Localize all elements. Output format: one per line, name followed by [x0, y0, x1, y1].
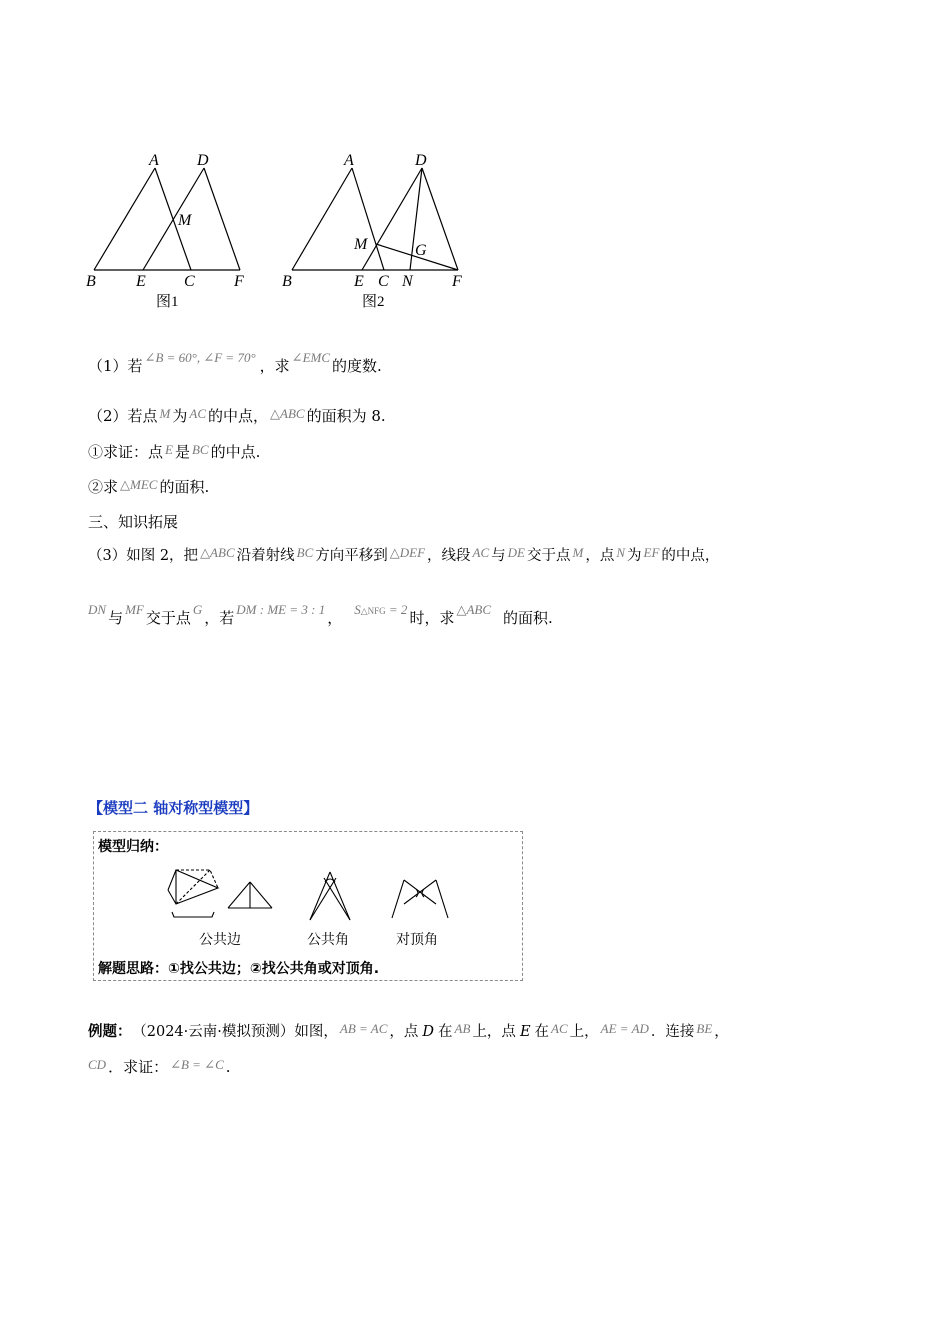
segment-de	[143, 168, 204, 270]
box-heading: 模型归纳：	[98, 839, 168, 855]
figure-1-caption: 图1	[156, 294, 179, 310]
label-n: N	[402, 273, 413, 290]
label-a: A	[344, 152, 354, 169]
example-label: 例题：	[88, 1024, 132, 1040]
segment-df	[422, 168, 458, 270]
section-3-heading: 三、知识拓展	[88, 513, 179, 531]
shared-side-diagram	[168, 870, 272, 917]
question-1: （1）若 ∠B = 60°, ∠F = 70° ，求 ∠EMC 的度数.	[88, 350, 382, 375]
label-c: C	[378, 273, 389, 290]
question-3-line-2: DN 与 MF 交于点 G ，若 DM : ME = 3 : 1 ， S△NFG = 2 时，求 △ABC 的面积.	[88, 602, 553, 627]
label-shared-side: 公共边	[199, 933, 241, 948]
figure-2	[278, 148, 473, 313]
label-e: E	[136, 273, 146, 290]
figure-2-caption: 图2	[362, 294, 385, 310]
vertical-angle-diagram	[392, 880, 448, 918]
label-vertical-angle: 对顶角	[396, 933, 438, 948]
model-2-title: 【模型二 轴对称型模型】	[88, 799, 259, 817]
shared-angle-diagram	[310, 872, 350, 920]
figure-1	[80, 148, 260, 313]
label-c: C	[184, 273, 195, 290]
math-angle-emc: ∠EMC	[291, 350, 331, 365]
label-f: F	[452, 273, 462, 290]
segment-df	[204, 168, 240, 270]
example-line-2: CD ．求证： ∠B = ∠C .	[88, 1057, 231, 1076]
label-d: D	[197, 152, 209, 169]
question-2-part-2: ②求 △MEC 的面积.	[88, 477, 210, 496]
segment-de	[362, 168, 422, 270]
label-b: B	[86, 273, 96, 290]
question-2-part-1: ①求证：点 E 是 BC 的中点.	[88, 442, 261, 461]
model-summary-box	[93, 831, 523, 981]
example-line-1: 例题： （2024·云南·模拟预测）如图， AB = AC ，点 D 在 AB 上，点 E 在 AC 上， AE = AD ．连接 BE ，	[88, 1021, 729, 1040]
label-f: F	[234, 273, 244, 290]
segment-ab	[292, 168, 352, 270]
label-e: E	[354, 273, 364, 290]
label-shared-angle: 公共角	[307, 933, 349, 948]
question-2: （2）若点 M 为 AC 的中点， △ABC 的面积为 8.	[88, 406, 386, 425]
label-g: G	[415, 242, 427, 259]
label-b: B	[282, 273, 292, 290]
math-angles: ∠B = 60°, ∠F = 70°	[144, 350, 256, 365]
label-d: D	[415, 152, 427, 169]
math-area-nfg: S△NFG = 2	[354, 602, 408, 617]
question-3-line-1: （3）如图 2，把 △ABC 沿着射线 BC 方向平移到 △DEF ，线段 AC 与 DE 交于点 M ，点 N 为 EF 的中点，	[88, 545, 720, 564]
label-m: M	[178, 212, 192, 229]
label-m: M	[354, 236, 368, 253]
solution-method: 解题思路：①找公共边；②找公共角或对顶角.	[98, 961, 380, 977]
label-a: A	[149, 152, 159, 169]
segment-ab	[94, 168, 155, 270]
segment-ac	[352, 168, 384, 270]
model-diagrams	[164, 860, 464, 930]
